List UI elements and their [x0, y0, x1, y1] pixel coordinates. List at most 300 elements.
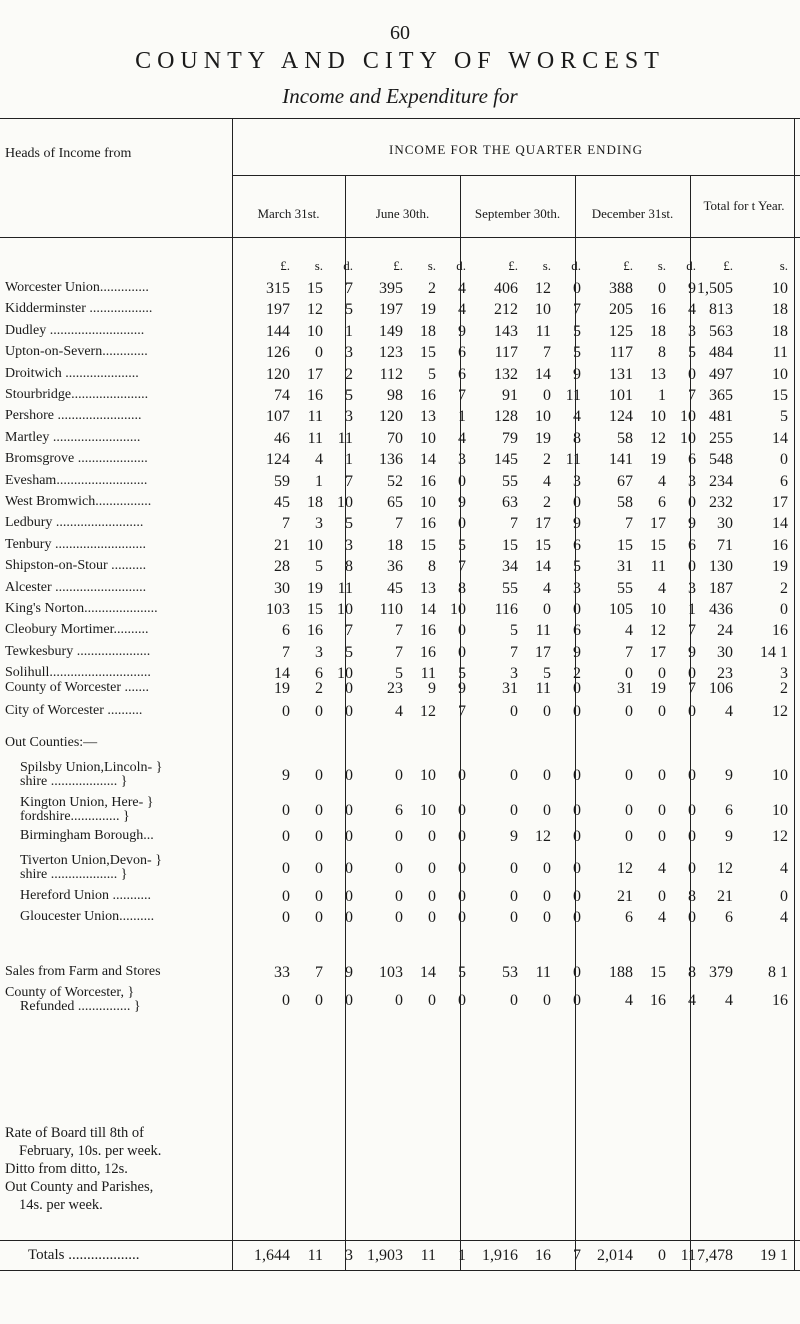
totals-top-rule — [0, 1240, 800, 1241]
value-cell: 10 — [680, 429, 696, 447]
value-cell: 30 — [274, 579, 290, 597]
value-cell: 0 — [543, 802, 551, 819]
value-cell: 3 — [315, 643, 323, 661]
value-cell: 0 — [315, 828, 323, 845]
page-subtitle: Income and Expenditure for — [282, 84, 518, 108]
value-cell: 1,505 — [697, 280, 733, 297]
value-cell: 0 — [345, 703, 353, 720]
value-cell: 4 — [658, 909, 666, 926]
value-cell: 8 — [428, 558, 436, 576]
value-cell: 4 — [658, 579, 666, 597]
value-cell: 0 — [658, 280, 666, 297]
value-cell: 3 — [688, 322, 696, 340]
currency-label: £. — [723, 258, 733, 273]
value-cell: 0 — [573, 280, 581, 297]
row-label: Tenbury .......................... — [5, 536, 146, 552]
value-cell: 36 — [387, 558, 403, 576]
value-cell: 16 — [420, 643, 436, 661]
value-cell: 11 — [535, 622, 551, 640]
value-cell: 45 — [274, 494, 290, 511]
row-label: Alcester .......................... — [5, 579, 147, 595]
value-cell: 0 — [688, 802, 696, 819]
value-cell: 4 — [725, 703, 733, 720]
note-line: 14s. per week. — [19, 1197, 103, 1213]
page-edge — [794, 118, 795, 1270]
value-cell: 0 — [282, 860, 290, 877]
value-cell: 11 — [565, 451, 581, 469]
row-label: Evesham.......................... — [5, 472, 148, 488]
value-cell: 23 — [717, 665, 733, 683]
value-cell: 12 — [772, 828, 788, 845]
value-cell: 10 — [420, 802, 436, 819]
value-cell: 365 — [709, 387, 733, 404]
value-cell: 6 — [688, 536, 696, 554]
value-cell: 497 — [709, 365, 733, 383]
value-cell: 0 — [625, 802, 633, 819]
value-cell: 232 — [709, 494, 733, 511]
value-cell: 117 — [609, 344, 633, 362]
value-cell: 112 — [379, 365, 403, 383]
value-cell: 0 — [282, 992, 290, 1009]
value-cell: 24 — [717, 622, 733, 640]
value-cell: 205 — [609, 301, 633, 319]
value-cell: 0 — [780, 451, 788, 469]
value-cell: 98 — [387, 387, 403, 404]
value-cell: 3 — [345, 536, 353, 554]
value-cell: 9 — [688, 280, 696, 297]
value-cell: 0 — [658, 802, 666, 819]
value-cell: 125 — [609, 322, 633, 340]
value-cell: 8 — [658, 344, 666, 362]
value-cell: 0 — [282, 888, 290, 905]
totals-bottom-rule — [0, 1270, 800, 1271]
row-label: fordshire.............. } — [20, 809, 130, 824]
value-cell: 2 — [543, 494, 551, 511]
value-cell: 813 — [709, 301, 733, 319]
value-cell: 58 — [617, 429, 633, 447]
value-cell: 0 — [345, 828, 353, 845]
value-cell: 15 — [650, 536, 666, 554]
value-cell: 4 — [658, 472, 666, 490]
value-cell: 31 — [502, 680, 518, 697]
value-cell: 4 — [573, 408, 581, 426]
value-cell: 9 — [458, 494, 466, 511]
value-cell: 143 — [494, 322, 518, 340]
heads-of-income-label: Heads of Income from — [5, 146, 132, 161]
value-cell: 0 — [573, 680, 581, 697]
value-cell: 3 — [345, 344, 353, 362]
value-cell: 3 — [315, 515, 323, 533]
value-cell: 0 — [395, 909, 403, 926]
value-cell: 16 — [772, 622, 788, 640]
row-label: Spilsby Union,Lincoln- } — [20, 760, 163, 775]
value-cell: 10 — [650, 601, 666, 618]
value-cell: 0 — [428, 828, 436, 845]
value-cell: 0 — [658, 828, 666, 845]
value-cell: 12 — [650, 429, 666, 447]
value-cell: 484 — [709, 344, 733, 362]
value-cell: 0 — [315, 344, 323, 362]
row-label: Dudley ........................... — [5, 322, 145, 338]
row-label: Martley ......................... — [5, 429, 141, 445]
value-cell: 6 — [688, 451, 696, 469]
value-cell: 0 — [573, 964, 581, 981]
value-cell: 3 — [458, 451, 466, 469]
value-cell: 1,903 — [367, 1247, 403, 1264]
value-cell: 19 1 — [760, 1247, 788, 1264]
value-cell: 10 — [307, 536, 323, 554]
value-cell: 70 — [387, 429, 403, 447]
value-cell: 0 — [688, 828, 696, 845]
value-cell: 17 — [307, 365, 323, 383]
row-label: Ledbury ......................... — [5, 515, 144, 531]
value-cell: 0 — [510, 860, 518, 877]
value-cell: 0 — [458, 643, 466, 661]
value-cell: 1 — [345, 322, 353, 340]
value-cell: 15 — [617, 536, 633, 554]
value-cell: 15 — [420, 344, 436, 362]
value-cell: 8 1 — [768, 964, 788, 981]
value-cell: 0 — [688, 558, 696, 576]
value-cell: 4 — [688, 301, 696, 319]
value-cell: 52 — [387, 472, 403, 490]
value-cell: 106 — [709, 680, 733, 697]
value-cell: 0 — [688, 665, 696, 683]
value-cell: 0 — [573, 601, 581, 618]
value-cell: 255 — [709, 429, 733, 447]
value-cell: 0 — [688, 703, 696, 720]
value-cell: 9 — [510, 828, 518, 845]
value-cell: 103 — [379, 964, 403, 981]
value-cell: 18 — [772, 322, 788, 340]
value-cell: 74 — [274, 387, 290, 404]
value-cell: 0 — [573, 909, 581, 926]
value-cell: 16 — [535, 1247, 551, 1264]
value-cell: 0 — [658, 767, 666, 784]
value-cell: 4 — [458, 280, 466, 297]
value-cell: 388 — [609, 280, 633, 297]
value-cell: 0 — [543, 909, 551, 926]
value-cell: 3 — [573, 472, 581, 490]
value-cell: 0 — [315, 703, 323, 720]
value-cell: 6 — [780, 472, 788, 490]
row-label: Tiverton Union,Devon- } — [20, 853, 162, 868]
out-counties-label: Out Counties:— — [5, 735, 98, 750]
value-cell: 5 — [458, 665, 466, 683]
value-cell: 1 — [458, 408, 466, 426]
value-cell: 11 — [337, 429, 353, 447]
value-cell: 0 — [688, 365, 696, 383]
value-cell: 15 — [535, 536, 551, 554]
value-cell: 63 — [502, 494, 518, 511]
value-cell: 0 — [428, 992, 436, 1009]
value-cell: 2 — [573, 665, 581, 683]
value-cell: 10 — [337, 494, 353, 511]
value-cell: 0 — [315, 888, 323, 905]
value-cell: 21 — [274, 536, 290, 554]
value-cell: 3 — [573, 579, 581, 597]
value-cell: 130 — [709, 558, 733, 576]
value-cell: 436 — [709, 601, 733, 618]
value-cell: 0 — [282, 703, 290, 720]
quarter-header-rule — [232, 175, 800, 176]
currency-label: £. — [623, 258, 633, 273]
value-cell: 91 — [502, 387, 518, 404]
value-cell: 0 — [573, 767, 581, 784]
value-cell: 5 — [780, 408, 788, 426]
value-cell: 212 — [494, 301, 518, 319]
value-cell: 10 — [337, 665, 353, 683]
value-cell: 8 — [688, 964, 696, 981]
col-header-september: September 30th. — [474, 206, 561, 221]
currency-label: s. — [779, 258, 788, 273]
row-label: Kidderminster .................. — [5, 301, 153, 317]
value-cell: 5 — [345, 515, 353, 533]
row-label: County of Worcester, } — [5, 985, 135, 1000]
value-cell: 9 — [458, 680, 466, 697]
value-cell: 15 — [307, 280, 323, 297]
value-cell: 16 — [772, 992, 788, 1009]
value-cell: 0 — [543, 703, 551, 720]
value-cell: 6 — [395, 802, 403, 819]
value-cell: 0 — [510, 802, 518, 819]
col-header-december: December 31st. — [591, 206, 674, 221]
value-cell: 9 — [573, 515, 581, 533]
value-cell: 10 — [337, 601, 353, 618]
value-cell: 0 — [458, 622, 466, 640]
value-cell: 7 — [458, 703, 466, 720]
value-cell: 4 — [688, 992, 696, 1009]
value-cell: 3 — [345, 408, 353, 426]
value-cell: 5 — [428, 365, 436, 383]
value-cell: 11 — [535, 322, 551, 340]
income-quarter-header: INCOME FOR THE QUARTER ENDING — [388, 142, 644, 157]
value-cell: 15 — [420, 536, 436, 554]
value-cell: 4 — [543, 579, 551, 597]
value-cell: 11 — [307, 429, 323, 447]
value-cell: 16 — [420, 387, 436, 404]
value-cell: 0 — [345, 860, 353, 877]
value-cell: 7 — [625, 515, 633, 533]
value-cell: 7 — [688, 622, 696, 640]
value-cell: 0 — [315, 767, 323, 784]
row-label: Pershore ........................ — [5, 408, 142, 424]
value-cell: 0 — [625, 665, 633, 683]
value-cell: 0 — [658, 888, 666, 905]
value-cell: 2 — [780, 579, 788, 597]
value-cell: 1 — [315, 472, 323, 490]
value-cell: 0 — [282, 909, 290, 926]
value-cell: 13 — [650, 365, 666, 383]
value-cell: 0 — [625, 828, 633, 845]
row-label: Shipston-on-Stour .......... — [5, 558, 147, 574]
value-cell: 67 — [617, 472, 633, 490]
value-cell: 16 — [772, 536, 788, 554]
value-cell: 2 — [345, 365, 353, 383]
value-cell: 0 — [458, 909, 466, 926]
value-cell: 0 — [395, 992, 403, 1009]
value-cell: 0 — [543, 387, 551, 404]
value-cell: 4 — [780, 860, 788, 877]
value-cell: 6 — [282, 622, 290, 640]
value-cell: 18 — [650, 322, 666, 340]
col-header-june: June 30th. — [375, 206, 430, 221]
value-cell: 12 — [717, 860, 733, 877]
value-cell: 7 — [395, 643, 403, 661]
value-cell: 10 — [772, 767, 788, 784]
row-label: Bromsgrove .................... — [5, 451, 148, 467]
value-cell: 5 — [573, 322, 581, 340]
value-cell: 6 — [573, 622, 581, 640]
row-label: Upton-on-Severn............. — [5, 344, 148, 360]
value-cell: 0 — [573, 802, 581, 819]
value-cell: 7 — [543, 344, 551, 362]
value-cell: 16 — [420, 515, 436, 533]
value-cell: 0 — [458, 828, 466, 845]
value-cell: 6 — [725, 802, 733, 819]
value-cell: 9 — [573, 365, 581, 383]
value-cell: 0 — [458, 992, 466, 1009]
value-cell: 7 — [395, 515, 403, 533]
col-header-march: March 31st. — [257, 206, 320, 221]
value-cell: 120 — [379, 408, 403, 426]
value-cell: 5 — [458, 536, 466, 554]
value-cell: 0 — [688, 494, 696, 511]
value-cell: 15 — [772, 387, 788, 404]
value-cell: 9 — [725, 828, 733, 845]
value-cell: 9 — [688, 643, 696, 661]
value-cell: 12 — [420, 703, 436, 720]
value-cell: 128 — [494, 408, 518, 426]
value-cell: 21 — [717, 888, 733, 905]
value-cell: 5 — [688, 344, 696, 362]
value-cell: 0 — [573, 860, 581, 877]
value-cell: 10 — [420, 767, 436, 784]
column-divider — [232, 118, 233, 1270]
value-cell: 10 — [535, 301, 551, 319]
value-cell: 7 — [282, 643, 290, 661]
value-cell: 21 — [617, 888, 633, 905]
value-cell: 141 — [609, 451, 633, 469]
value-cell: 126 — [266, 344, 290, 362]
value-cell: 0 — [688, 860, 696, 877]
value-cell: 2 — [315, 680, 323, 697]
value-cell: 6 — [315, 665, 323, 683]
value-cell: 0 — [658, 703, 666, 720]
value-cell: 0 — [428, 860, 436, 877]
value-cell: 145 — [494, 451, 518, 469]
value-cell: 9 — [428, 680, 436, 697]
value-cell: 123 — [379, 344, 403, 362]
value-cell: 14 1 — [760, 643, 788, 661]
value-cell: 124 — [266, 451, 290, 469]
value-cell: 6 — [458, 344, 466, 362]
row-label: Kington Union, Here- } — [20, 795, 154, 810]
value-cell: 7 — [345, 622, 353, 640]
value-cell: 19 — [307, 579, 323, 597]
value-cell: 17 — [650, 643, 666, 661]
value-cell: 197 — [266, 301, 290, 319]
value-cell: 0 — [315, 992, 323, 1009]
value-cell: 14 — [772, 429, 788, 447]
value-cell: 55 — [502, 472, 518, 490]
value-cell: 563 — [709, 322, 733, 340]
value-cell: 45 — [387, 579, 403, 597]
value-cell: 5 — [395, 665, 403, 683]
value-cell: 132 — [494, 365, 518, 383]
value-cell: 12 — [617, 860, 633, 877]
value-cell: 19 — [772, 558, 788, 576]
currency-label: £. — [393, 258, 403, 273]
value-cell: 6 — [725, 909, 733, 926]
currency-label: £. — [280, 258, 290, 273]
value-cell: 7 — [573, 301, 581, 319]
value-cell: 19 — [420, 301, 436, 319]
value-cell: 1 — [345, 451, 353, 469]
value-cell: 0 — [510, 909, 518, 926]
row-label: Hereford Union ........... — [20, 888, 152, 903]
page-number: 60 — [390, 22, 410, 44]
value-cell: 8 — [688, 888, 696, 905]
value-cell: 395 — [379, 280, 403, 297]
value-cell: 10 — [450, 601, 466, 618]
value-cell: 0 — [395, 860, 403, 877]
value-cell: 0 — [573, 828, 581, 845]
value-cell: 0 — [428, 909, 436, 926]
value-cell: 31 — [617, 680, 633, 697]
value-cell: 31 — [617, 558, 633, 576]
value-cell: 4 — [780, 909, 788, 926]
value-cell: 0 — [625, 767, 633, 784]
value-cell: 18 — [420, 322, 436, 340]
value-cell: 11 — [535, 680, 551, 697]
value-cell: 16 — [420, 472, 436, 490]
row-label: Stourbridge...................... — [5, 387, 149, 402]
value-cell: 5 — [510, 622, 518, 640]
value-cell: 19 — [274, 680, 290, 697]
value-cell: 2 — [543, 451, 551, 469]
value-cell: 4 — [458, 301, 466, 319]
board-rate-notes — [5, 1124, 161, 1214]
value-cell: 0 — [543, 860, 551, 877]
value-cell: 0 — [345, 680, 353, 697]
value-cell: 4 — [625, 622, 633, 640]
value-cell: 11 — [307, 408, 323, 426]
value-cell: 0 — [395, 888, 403, 905]
row-label: King's Norton..................... — [5, 601, 158, 616]
value-cell: 0 — [780, 888, 788, 905]
value-cell: 0 — [458, 767, 466, 784]
value-cell: 116 — [494, 601, 518, 618]
value-cell: 481 — [709, 408, 733, 426]
currency-label: s. — [657, 258, 666, 273]
value-cell: 0 — [458, 472, 466, 490]
value-cell: 117 — [494, 344, 518, 362]
value-cell: 7 — [573, 1247, 581, 1264]
value-cell: 5 — [345, 387, 353, 404]
value-cell: 18 — [307, 494, 323, 511]
value-cell: 7 — [282, 515, 290, 533]
value-cell: 6 — [625, 909, 633, 926]
value-cell: 101 — [609, 387, 633, 404]
value-cell: 107 — [266, 408, 290, 426]
value-cell: 7 — [315, 964, 323, 981]
value-cell: 16 — [650, 992, 666, 1009]
value-cell: 0 — [573, 992, 581, 1009]
value-cell: 11 — [420, 665, 436, 683]
value-cell: 0 — [780, 601, 788, 618]
value-cell: 10 — [772, 280, 788, 297]
